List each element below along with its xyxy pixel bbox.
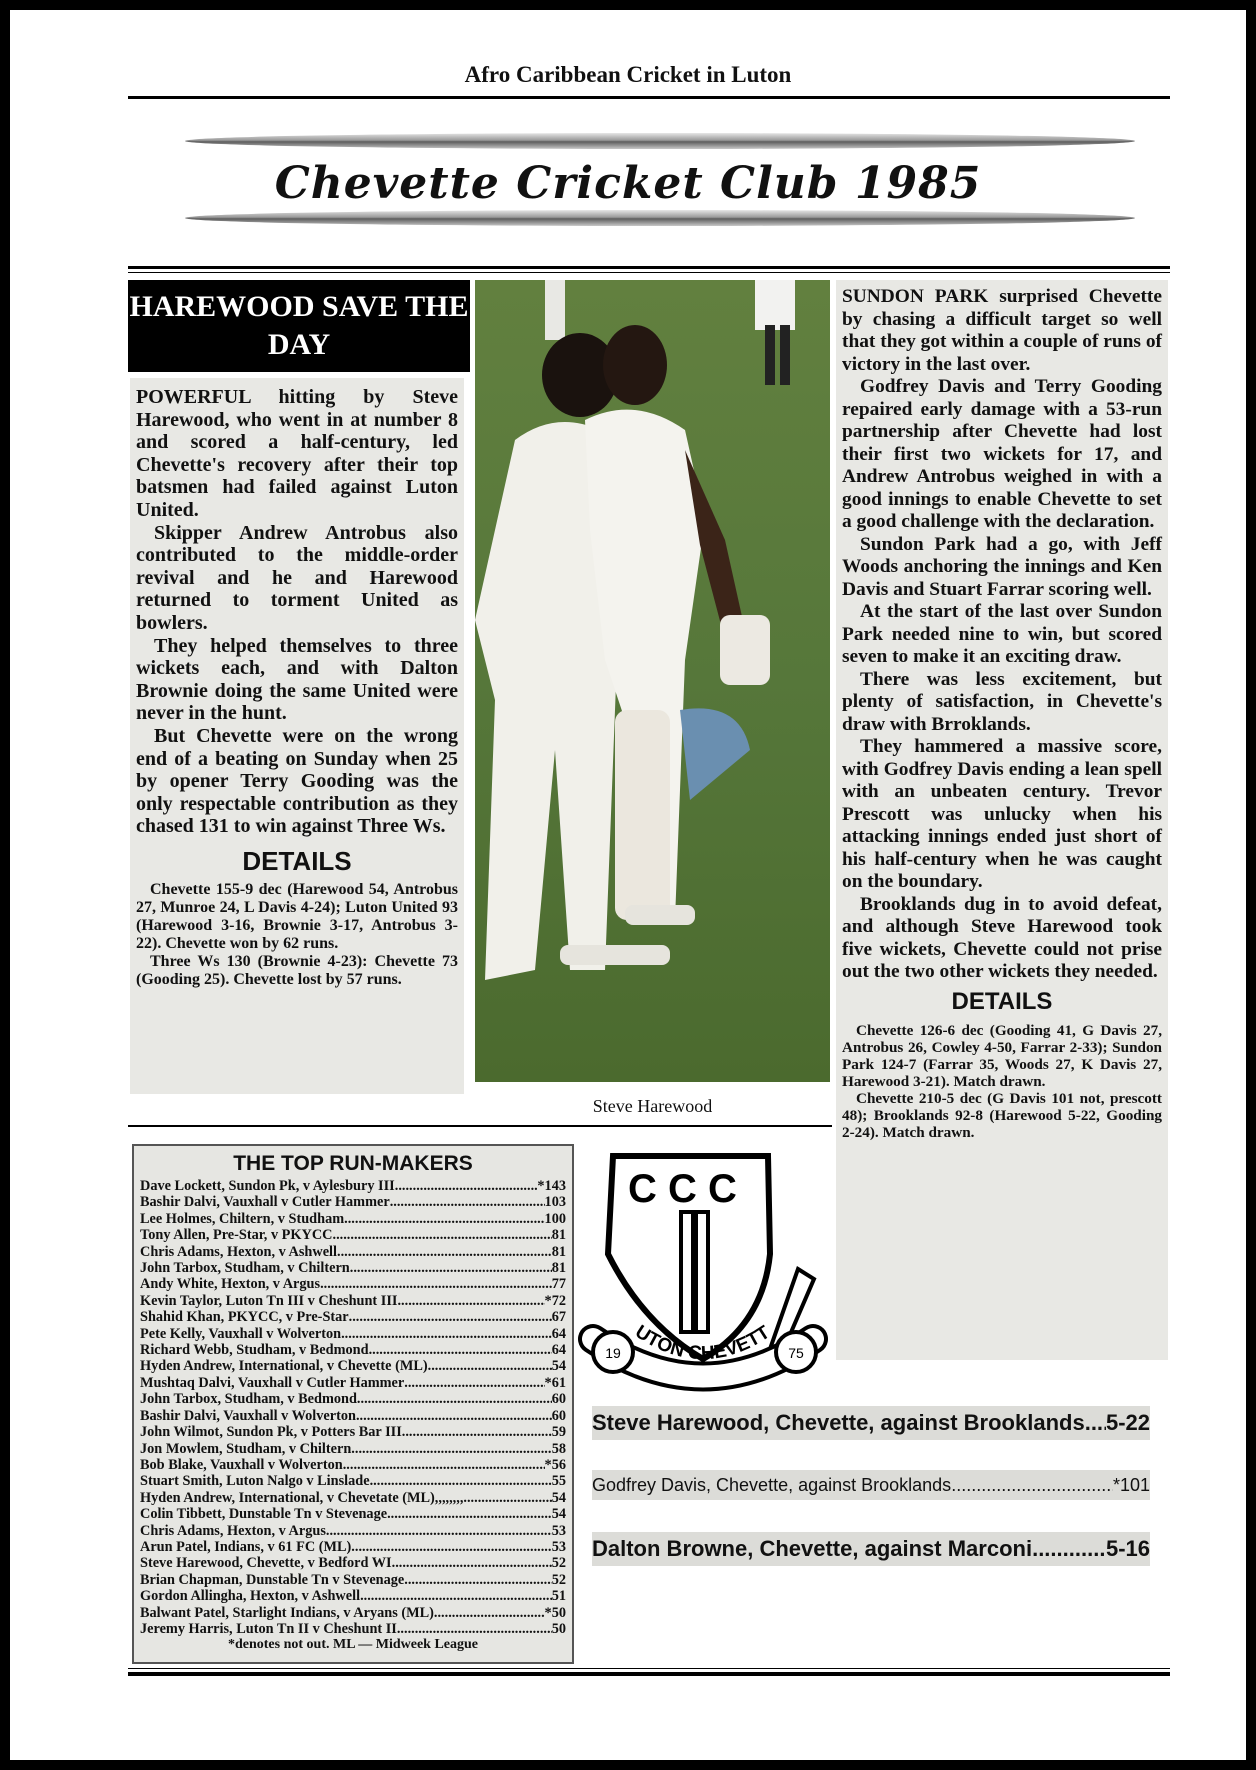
run-maker-row xyxy=(140,1375,566,1391)
logo-ribbon: UTON CHEVETT xyxy=(631,1321,774,1365)
logo-year-right: 75 xyxy=(788,1345,804,1361)
details2-text xyxy=(842,1022,1162,1141)
page xyxy=(10,10,1246,1760)
run-maker-dots xyxy=(357,1391,552,1407)
run-maker-name: Lee Holmes, Chiltern, v Studham xyxy=(140,1210,345,1227)
run-maker-score: 58 xyxy=(551,1440,566,1457)
run-maker-row xyxy=(140,1424,566,1440)
run-maker-dots xyxy=(356,1408,552,1424)
feature-value: 5-16 xyxy=(1105,1536,1150,1561)
run-maker-row xyxy=(140,1326,566,1342)
run-maker-name: Bashir Dalvi, Vauxhall v Wolverton xyxy=(140,1407,356,1424)
run-maker-row xyxy=(140,1260,566,1276)
section-rule-thin xyxy=(128,272,1170,273)
run-maker-row xyxy=(140,1441,566,1457)
run-maker-dots xyxy=(404,1375,544,1391)
feature-name: Steve Harewood, Chevette, against Brooklands xyxy=(592,1410,1085,1435)
run-maker-row xyxy=(140,1293,566,1309)
article2-paragraph: At the start of the last over Sundon Park needed nine to win, but scored seven to make it an exciting draw. xyxy=(842,601,1162,667)
details-line: Three Ws 130 (Brownie 4-23): Chevette 73 (Gooding 25). Chevette lost by 57 runs. xyxy=(136,952,458,988)
article2-body xyxy=(842,286,1162,984)
article2-paragraph: SUNDON PARK surprised Chevette by chasing a difficult target so well that they got within a couple of runs of victory in the last over. xyxy=(842,286,1162,375)
run-maker-score: *143 xyxy=(537,1178,566,1194)
run-maker-score: 100 xyxy=(544,1210,566,1227)
details-line: Chevette 155-9 dec (Harewood 54, Antrobus 27, Munroe 24, L Davis 4-24); Luton United 93 (Harewood 3-16, Brownie 3-17, Antrobus 3-22). Chevette won by 62 runs. xyxy=(136,880,458,952)
footer-rule xyxy=(128,1672,1170,1676)
details2-line: Chevette 210-5 dec (G Davis 101 not, prescott 48); Brooklands 92-8 (Harewood 5-22, Gooding 2-24). Match drawn. xyxy=(842,1089,1162,1141)
feature-value: 5-22 xyxy=(1105,1410,1150,1435)
run-maker-dots xyxy=(369,1342,552,1358)
run-makers-list xyxy=(134,1178,572,1637)
run-maker-name: Hyden Andrew, International, v Chevetate (ML),,,,,,,, xyxy=(140,1489,464,1506)
article-paragraph: Skipper Andrew Antrobus also contributed to the middle-order revival and he and Harewood returned to torment United as bowlers. xyxy=(136,521,458,634)
run-maker-row xyxy=(140,1555,566,1571)
run-maker-score: 64 xyxy=(551,1342,566,1359)
run-maker-dots xyxy=(397,1621,552,1637)
run-maker-score: 52 xyxy=(551,1571,566,1588)
run-maker-score: 54 xyxy=(551,1358,566,1375)
article2-clipping xyxy=(836,280,1168,1360)
logo-letters: C C C xyxy=(628,1167,737,1211)
details2-title: DETAILS xyxy=(951,987,1053,1015)
run-maker-name: Brian Chapman, Dunstable Tn v Stevenage xyxy=(140,1571,405,1588)
run-maker-row xyxy=(140,1621,566,1637)
run-maker-dots xyxy=(326,1523,552,1539)
run-maker-name: Jeremy Harris, Luton Tn II v Cheshunt II xyxy=(140,1620,397,1637)
run-maker-name: Tony Allen, Pre-Star, v PKYCC xyxy=(140,1227,333,1244)
run-maker-dots xyxy=(351,1441,551,1457)
article2-paragraph: Brooklands dug in to avoid defeat, and although Steve Harewood took five wickets, Chevette could not prise out the two other wickets they needed. xyxy=(842,893,1162,982)
feature-value: *101 xyxy=(1112,1474,1150,1495)
run-maker-row xyxy=(140,1211,566,1227)
run-maker-name: Dave Lockett, Sundon Pk, v Aylesbury III xyxy=(140,1178,395,1194)
run-maker-score: 77 xyxy=(551,1276,566,1293)
banner-title: Chevette Cricket Club 1985 xyxy=(274,158,982,209)
run-maker-score: 52 xyxy=(551,1555,566,1572)
run-maker-row xyxy=(140,1588,566,1604)
article-body xyxy=(136,386,458,838)
run-maker-score: 103 xyxy=(544,1194,566,1211)
run-maker-dots xyxy=(428,1358,552,1374)
logo-year-left: 19 xyxy=(605,1345,621,1361)
run-maker-dots xyxy=(463,1490,551,1506)
run-maker-dots xyxy=(392,1555,552,1571)
run-maker-dots xyxy=(337,1244,552,1260)
feature-row xyxy=(592,1406,1150,1440)
run-maker-row xyxy=(140,1408,566,1424)
run-maker-dots xyxy=(333,1227,552,1243)
run-maker-score: 81 xyxy=(551,1243,566,1260)
run-maker-name: Arun Patel, Indians, v 61 FC (ML) xyxy=(140,1538,352,1555)
details2-line: Chevette 126-6 dec (Gooding 41, G Davis 27, Antrobus 26, Cowley 4-50, Farrar 2-33); Sundon Park 124-7 (Farrar 35, Woods 27, K Davis 27, Harewood 3-21). Match drawn. xyxy=(842,1021,1162,1090)
run-maker-score: 64 xyxy=(551,1325,566,1342)
run-maker-dots xyxy=(387,1506,552,1522)
run-maker-dots xyxy=(350,1260,552,1276)
run-maker-score: 54 xyxy=(551,1506,566,1523)
run-maker-name: Jon Mowlem, Studham, v Chiltern xyxy=(140,1440,352,1457)
run-maker-row xyxy=(140,1457,566,1473)
run-maker-row xyxy=(140,1506,566,1522)
run-maker-name: John Tarbox, Studham, v Chiltern xyxy=(140,1260,350,1277)
run-maker-row xyxy=(140,1391,566,1407)
run-maker-score: 81 xyxy=(551,1260,566,1277)
details-title: DETAILS xyxy=(242,845,352,876)
run-maker-score: 55 xyxy=(551,1473,566,1490)
run-maker-row xyxy=(140,1309,566,1325)
run-maker-score: 53 xyxy=(551,1538,566,1555)
run-maker-row xyxy=(140,1523,566,1539)
run-maker-row xyxy=(140,1178,566,1194)
run-maker-row xyxy=(140,1490,566,1506)
run-maker-dots xyxy=(343,1457,545,1473)
feature-row xyxy=(592,1532,1150,1566)
headline-box xyxy=(128,280,470,372)
run-maker-row xyxy=(140,1473,566,1489)
run-maker-name: Balwant Patel, Starlight Indians, v Aryans (ML) xyxy=(140,1604,434,1621)
run-maker-score: 50 xyxy=(551,1620,566,1637)
run-maker-name: Colin Tibbett, Dunstable Tn v Stevenage xyxy=(140,1506,388,1523)
run-maker-score: 59 xyxy=(551,1424,566,1441)
run-maker-row xyxy=(140,1342,566,1358)
header-rule xyxy=(128,96,1170,99)
run-maker-dots xyxy=(390,1194,545,1210)
article2-paragraph: Sundon Park had a go, with Jeff Woods anchoring the innings and Ken Davis and Stuart Farrar scoring well. xyxy=(842,533,1162,600)
run-maker-row xyxy=(140,1358,566,1374)
run-maker-dots xyxy=(351,1539,551,1555)
article2-paragraph: There was less excitement, but plenty of satisfaction, in Chevette's draw with Brroklands. xyxy=(842,668,1162,735)
run-maker-name: John Wilmot, Sundon Pk, v Potters Bar III xyxy=(140,1424,402,1441)
run-maker-dots xyxy=(344,1211,544,1227)
run-maker-name: Kevin Taylor, Luton Tn III v Cheshunt III xyxy=(140,1292,398,1309)
run-maker-score: 54 xyxy=(551,1489,566,1506)
run-maker-name: Mushtaq Dalvi, Vauxhall v Cutler Hammer xyxy=(140,1374,405,1391)
run-maker-dots xyxy=(349,1309,552,1325)
feature-name: Dalton Browne, Chevette, against Marconi xyxy=(592,1536,1033,1561)
feature-dots xyxy=(1032,1536,1106,1562)
feature-dots xyxy=(1085,1410,1106,1436)
photo-caption: Steve Harewood xyxy=(592,1096,713,1116)
run-maker-score: *56 xyxy=(544,1456,566,1473)
run-maker-name: Hyden Andrew, International, v Chevette (ML) xyxy=(140,1358,428,1375)
mid-rule xyxy=(128,1125,832,1127)
banner-bar-bottom xyxy=(185,210,1135,226)
run-maker-name: Chris Adams, Hexton, v Argus xyxy=(140,1522,326,1539)
run-maker-name: Stuart Smith, Luton Nalgo v Linslade xyxy=(140,1473,370,1490)
article-paragraph: But Chevette were on the wrong end of a beating on Sunday when 25 by opener Terry Gooding was the only respectable contribution as they chased 131 to win against Three Ws. xyxy=(136,724,458,838)
run-maker-dots xyxy=(402,1424,552,1440)
run-maker-score: 81 xyxy=(551,1227,566,1244)
article-clipping xyxy=(130,378,464,1094)
run-maker-score: 60 xyxy=(551,1407,566,1424)
run-maker-score: 60 xyxy=(551,1391,566,1408)
feature-row xyxy=(592,1470,1150,1500)
run-maker-dots xyxy=(397,1293,544,1309)
run-maker-name: Bob Blake, Vauxhall v Wolverton xyxy=(140,1456,343,1473)
run-maker-name: Gordon Allingha, Hexton, v Ashwell xyxy=(140,1588,361,1605)
run-maker-name: Richard Webb, Studham, v Bedmond xyxy=(140,1342,369,1359)
run-maker-dots xyxy=(404,1572,551,1588)
photo xyxy=(475,280,830,1082)
run-maker-name: Chris Adams, Hexton, v Ashwell xyxy=(140,1243,338,1260)
photo-illustration xyxy=(475,280,830,1082)
run-maker-name: John Tarbox, Studham, v Bedmond xyxy=(140,1391,357,1408)
run-maker-name: Bashir Dalvi, Vauxhall v Cutler Hammer xyxy=(140,1194,390,1211)
footer-rule-thin xyxy=(128,1668,1170,1669)
run-maker-row xyxy=(140,1572,566,1588)
run-maker-row xyxy=(140,1539,566,1555)
run-maker-score: *72 xyxy=(544,1292,566,1309)
run-maker-row xyxy=(140,1605,566,1621)
run-maker-score: *61 xyxy=(544,1374,566,1391)
run-maker-dots xyxy=(320,1276,552,1292)
run-maker-name: Pete Kelly, Vauxhall v Wolverton xyxy=(140,1325,342,1342)
run-maker-row xyxy=(140,1227,566,1243)
run-maker-dots xyxy=(360,1588,552,1604)
top-run-makers-box xyxy=(132,1144,574,1664)
run-maker-dots xyxy=(370,1473,552,1489)
run-maker-row xyxy=(140,1194,566,1210)
running-title: Afro Caribbean Cricket in Luton xyxy=(464,62,792,87)
run-makers-footnote: *denotes not out. ML — Midweek League xyxy=(227,1637,479,1653)
headline: HAREWOOD SAVE THE DAY xyxy=(129,290,469,361)
run-maker-score: 53 xyxy=(551,1522,566,1539)
run-maker-row xyxy=(140,1276,566,1292)
article2-paragraph: They hammered a massive score, with Godfrey Davis ending a lean spell with an unbeaten century. Trevor Prescott was unlucky when his attacking innings ended just short of his half-century when he was caught on the boundary. xyxy=(842,736,1162,892)
article2-paragraph: Godfrey Davis and Terry Gooding repaired early damage with a 53-run partnership after Chevette had lost their first two wickets for 17, and Andrew Antrobus weighed in with a good innings to enable Chevette to set a good challenge with the declaration. xyxy=(842,376,1162,532)
section-rule xyxy=(128,266,1170,269)
article-paragraph: They helped themselves to three wickets each, and with Dalton Brownie doing the same United were never in the hunt. xyxy=(136,634,458,725)
run-maker-name: Steve Harewood, Chevette, v Bedford WI xyxy=(140,1555,392,1572)
run-maker-name: Andy White, Hexton, v Argus xyxy=(140,1276,321,1293)
run-maker-score: 67 xyxy=(551,1309,566,1326)
feature-dots xyxy=(951,1475,1113,1496)
run-maker-score: *50 xyxy=(544,1604,566,1621)
details-text xyxy=(136,881,458,989)
run-maker-row xyxy=(140,1244,566,1260)
club-logo xyxy=(578,1144,836,1396)
run-maker-score: 51 xyxy=(551,1588,566,1605)
run-maker-dots xyxy=(341,1326,552,1342)
run-makers-title: THE TOP RUN-MAKERS xyxy=(233,1152,473,1175)
feature-name: Godfrey Davis, Chevette, against Brooklands xyxy=(592,1474,952,1495)
run-maker-dots xyxy=(434,1605,545,1621)
run-maker-name: Shahid Khan, PKYCC, v Pre-Star xyxy=(140,1309,349,1326)
banner-bar-top xyxy=(185,133,1135,149)
run-maker-dots xyxy=(395,1178,538,1194)
article-paragraph: POWERFUL hitting by Steve Harewood, who went in at number 8 and scored a half-century, led Chevette's recovery after their top batsmen had failed against Luton United. xyxy=(136,386,458,521)
